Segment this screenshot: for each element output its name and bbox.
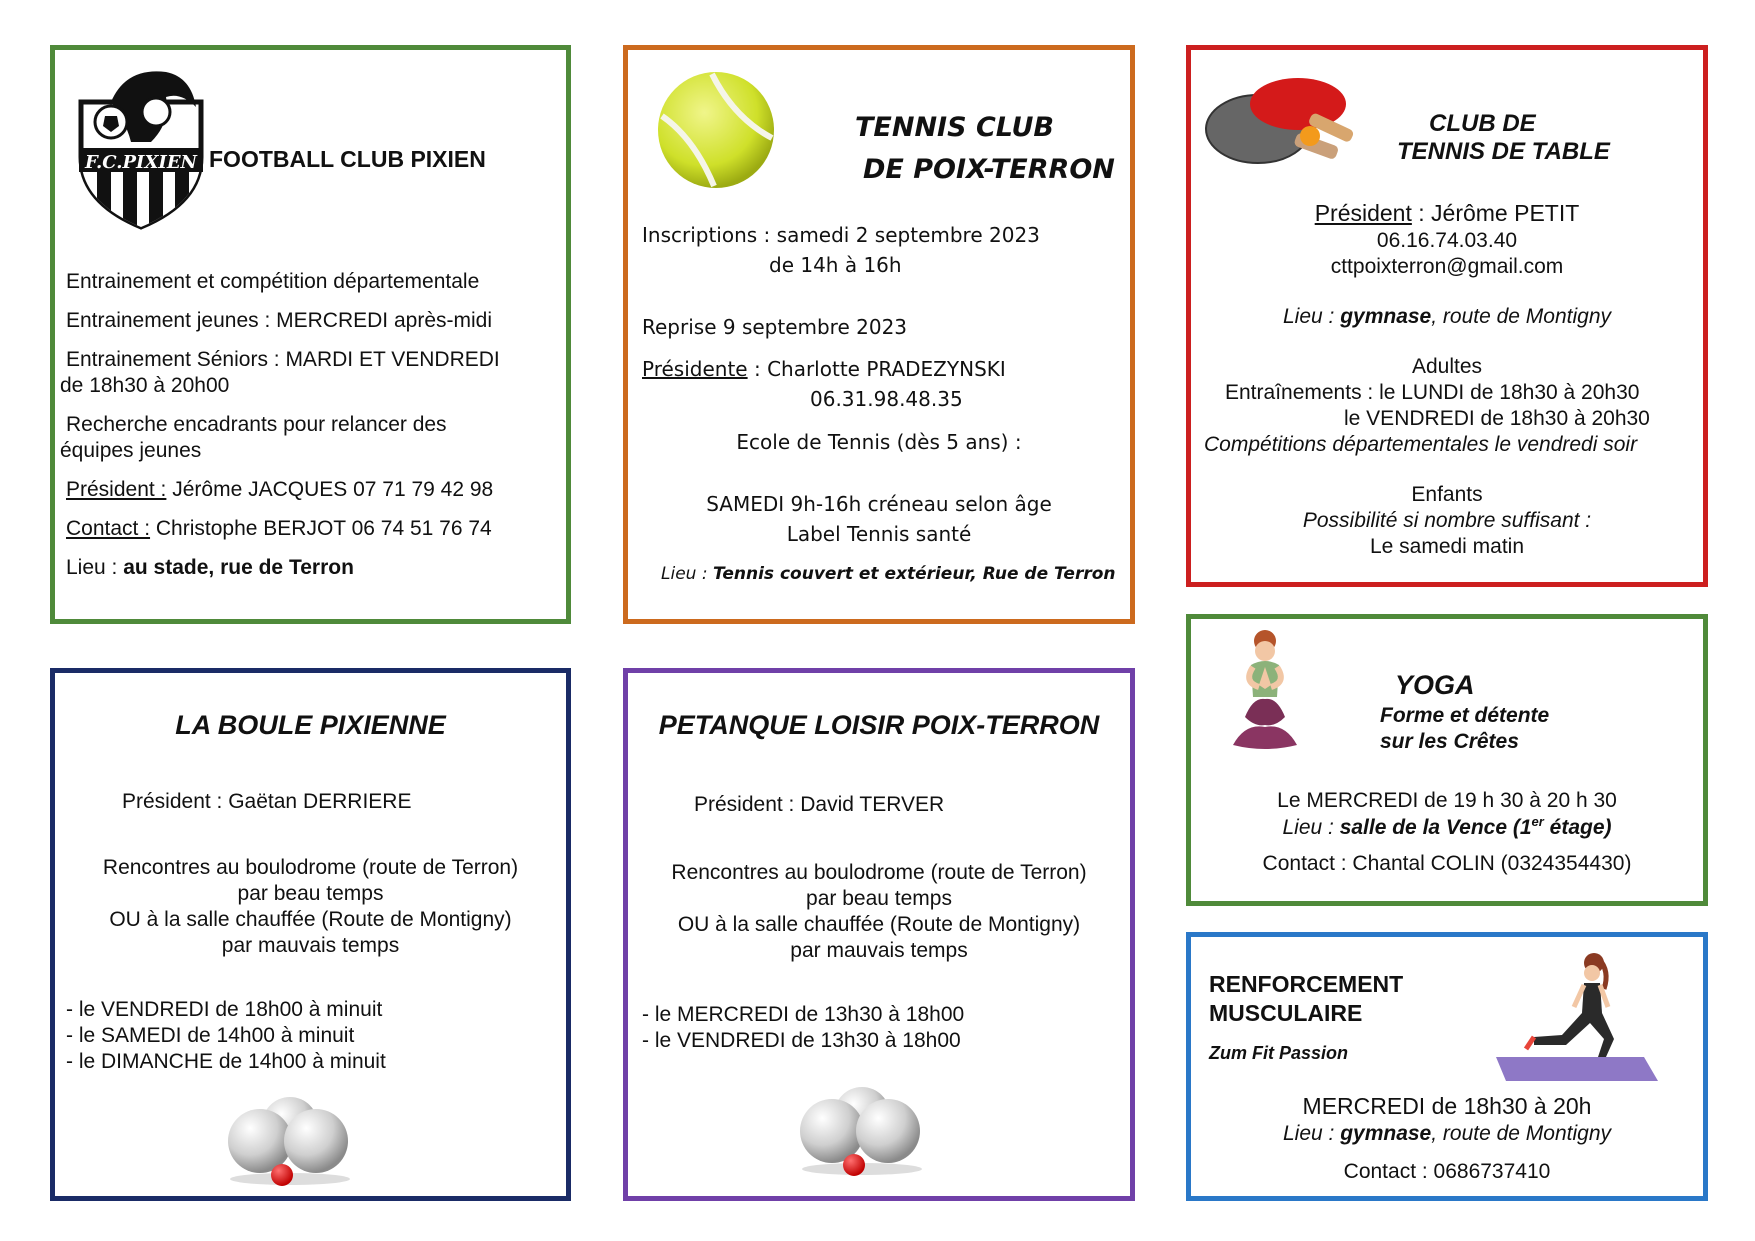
tennis-samedi: SAMEDI 9h-16h créneau selon âge [706,492,1052,516]
tabletennis-president-label: Président [1314,200,1412,226]
tabletennis-email: cttpoixterron@gmail.com [1330,255,1564,278]
yoga-lieu-label: Lieu : [1282,816,1340,839]
boule-r1: Rencontres au boulodrome (route de Terron) [102,856,519,879]
tennis-label: Label Tennis santé [786,522,972,546]
boule-s2: - le SAMEDI de 14h00 à minuit [66,1024,355,1047]
tennis-inscriptions-time: de 14h à 16h [769,253,902,277]
tennis-lieu [661,565,1116,585]
yoga-contact: Contact : Chantal COLIN (0324354430) [1262,852,1632,875]
petanque-title: PETANQUE LOISIR POIX-TERRON [658,710,1100,740]
yoga-sub1: Forme et détente [1380,704,1550,727]
tabletennis-adultes: Adultes [1411,355,1483,378]
petanque-balls-image [792,1083,932,1178]
tennis-title2: DE POIX-TERRON [863,154,1115,185]
tabletennis-possibilite: Possibilité si nombre suffisant : [1302,509,1592,532]
boule-title: LA BOULE PIXIENNE [175,710,446,740]
football-logo [71,62,211,232]
football-president-value: Jérôme JACQUES 07 71 79 42 98 [166,478,494,501]
tennis-title1: TENNIS CLUB [855,112,1054,143]
tabletennis-card [1186,45,1708,587]
tabletennis-samedi: Le samedi matin [1369,535,1525,558]
boule-r4: par mauvais temps [221,934,400,957]
football-line4a: Recherche encadrants pour relancer des [66,413,447,436]
football-lieu [66,556,354,580]
football-title: FOOTBALL CLUB PIXIEN [209,146,486,172]
boule-president: Président : Gaëtan DERRIERE [122,790,412,813]
football-line3b: de 18h30 à 20h00 [60,374,230,397]
football-contact [66,517,492,541]
renfo-woman-image [1486,949,1666,1084]
pingpong-paddles-image [1203,74,1363,174]
tabletennis-entr1: Entraînements : le LUNDI de 18h30 à 20h30 [1225,381,1640,404]
renfo-title2: MUSCULAIRE [1209,1000,1363,1026]
boule-card [50,668,571,1201]
football-line4b: équipes jeunes [60,439,202,462]
football-president-label: Président : [66,478,167,501]
renfo-lieu-rest: , route de Montigny [1431,1122,1612,1145]
renfo-contact: Contact : 0686737410 [1343,1160,1551,1183]
renfo-lieu-bold: gymnase [1340,1122,1432,1145]
petanque-r3: OU à la salle chauffée (Route de Montigny) [677,913,1081,936]
football-contact-label: Contact : [66,517,151,540]
tabletennis-lieu-label: Lieu : [1282,305,1341,328]
petanque-r4: par mauvais temps [790,939,968,962]
petanque-s2: - le VENDREDI de 13h30 à 18h00 [642,1029,961,1052]
football-president [66,478,493,502]
football-lieu-label: Lieu : [66,556,124,579]
tennis-presidente-label: Présidente [642,357,748,381]
tabletennis-entr2: le VENDREDI de 18h30 à 20h30 [1344,407,1650,430]
tabletennis-competitions: Compétitions départementales le vendredi soir [1204,433,1638,456]
football-line3a: Entrainement Séniors : MARDI ET VENDREDI [66,348,500,371]
tennis-ball-image [654,68,778,192]
yoga-lieu-sup: er [1531,814,1544,829]
yoga-card [1186,614,1708,906]
football-contact-value: Christophe BERJOT 06 74 51 76 74 [150,517,492,540]
tabletennis-title2: TENNIS DE TABLE [1397,138,1610,165]
tennis-presidente-value: : Charlotte PRADEZYNSKI [747,357,1006,381]
tabletennis-president [1191,200,1703,226]
football-card [50,45,571,624]
tabletennis-title1: CLUB DE [1429,110,1536,137]
tennis-reprise: Reprise 9 septembre 2023 [642,315,908,339]
tennis-lieu-value: Tennis couvert et extérieur, Rue de Terron [712,564,1116,584]
football-logo-text: F.C.PIXIEN [84,152,198,173]
boule-s1: - le VENDREDI de 18h00 à minuit [66,998,383,1021]
yoga-sub2: sur les Crêtes [1380,730,1519,753]
renfo-title1: RENFORCEMENT [1209,971,1404,997]
petanque-r2: par beau temps [806,887,952,910]
tabletennis-lieu [1191,305,1703,329]
tabletennis-phone: 06.16.74.03.40 [1376,229,1518,252]
boule-balls-image [220,1093,360,1188]
renfo-lieu-label: Lieu : [1282,1122,1341,1145]
tabletennis-lieu-rest: , route de Montigny [1431,305,1612,328]
petanque-s1: - le MERCREDI de 13h30 à 18h00 [642,1003,965,1026]
football-lieu-value: au stade, rue de Terron [123,556,354,579]
yoga-lieu [1191,815,1703,840]
petanque-r1: Rencontres au boulodrome (route de Terron) [671,861,1087,884]
tennis-lieu-label: Lieu : [661,564,713,584]
boule-r3: OU à la salle chauffée (Route de Montigny) [109,908,512,931]
renfo-when: MERCREDI de 18h30 à 20h [1302,1093,1592,1119]
football-line1: Entrainement et compétition départementale [66,270,480,293]
tabletennis-president-value: : Jérôme PETIT [1411,200,1580,226]
tennis-card [623,45,1135,624]
petanque-card [623,668,1135,1201]
boule-r2: par beau temps [237,882,384,905]
boule-s3: - le DIMANCHE de 14h00 à minuit [66,1050,386,1073]
tennis-inscriptions: Inscriptions : samedi 2 septembre 2023 [642,223,1040,247]
tennis-ecole: Ecole de Tennis (dès 5 ans) : [736,430,1022,454]
tabletennis-enfants: Enfants [1411,483,1483,506]
renfo-lieu [1191,1122,1703,1146]
tennis-presidente [642,358,1006,381]
petanque-president: Président : David TERVER [694,793,945,816]
renfo-sub: Zum Fit Passion [1209,1043,1349,1063]
tennis-phone: 06.31.98.48.35 [810,387,963,411]
yoga-lieu-end: étage) [1543,816,1612,839]
renfo-card [1186,932,1708,1201]
tabletennis-lieu-bold: gymnase [1340,305,1432,328]
yoga-title: YOGA [1395,670,1475,700]
yoga-when: Le MERCREDI de 19 h 30 à 20 h 30 [1277,789,1617,812]
yoga-lieu-value: salle de la Vence (1 [1339,816,1532,839]
yoga-woman-image [1225,627,1305,762]
football-line2: Entrainement jeunes : MERCREDI après-midi [66,309,492,332]
